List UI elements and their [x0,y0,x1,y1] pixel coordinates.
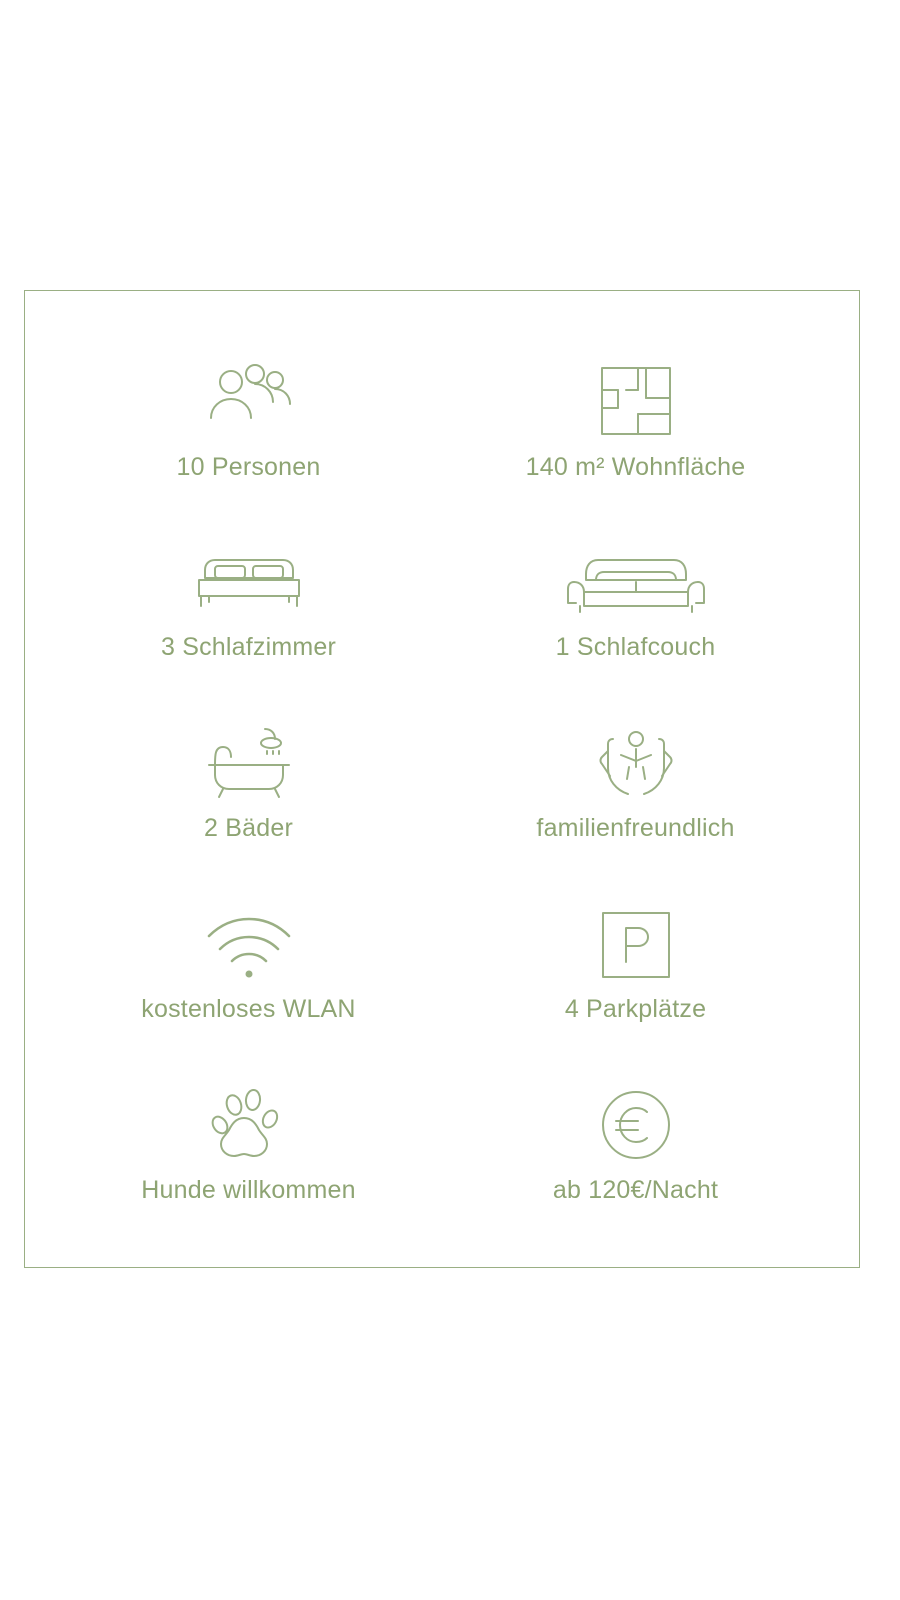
amenity-item-sofabed [442,510,829,691]
amenity-label: 3 Schlafzimmer [160,633,337,662]
amenity-label: 10 Personen [176,452,321,481]
bathtub-shower-icon [197,719,301,801]
amenity-label: Hunde willkommen [141,1175,356,1204]
amenity-item-bathrooms [55,691,442,872]
amenity-label: 4 Parkplätze [564,995,707,1024]
bed-icon [191,538,307,620]
sofa-icon [566,538,706,620]
people-group-icon [197,358,301,440]
amenity-item-area [442,329,829,510]
paw-print-icon [209,1081,289,1163]
amenities-grid [25,291,859,1267]
amenities-panel [24,290,860,1268]
amenity-item-family-friendly [442,691,829,872]
amenity-item-bedrooms [55,510,442,691]
amenity-label: kostenloses WLAN [141,995,356,1024]
parking-p-icon [598,900,674,982]
amenity-label: ab 120€/Nacht [552,1175,719,1204]
amenity-label: 140 m² Wohnfläche [525,452,746,481]
hands-child-icon [591,719,681,801]
amenity-item-wifi [55,871,442,1052]
floorplan-icon [596,358,676,440]
amenity-item-parking [442,871,829,1052]
amenity-item-persons [55,329,442,510]
amenity-label: 1 Schlafcouch [555,633,716,662]
wifi-icon [203,900,295,982]
amenity-item-price [442,1052,829,1233]
amenity-label: familienfreundlich [536,814,735,843]
euro-circle-icon [598,1081,674,1163]
amenity-item-dogs [55,1052,442,1233]
amenity-label: 2 Bäder [204,814,293,843]
